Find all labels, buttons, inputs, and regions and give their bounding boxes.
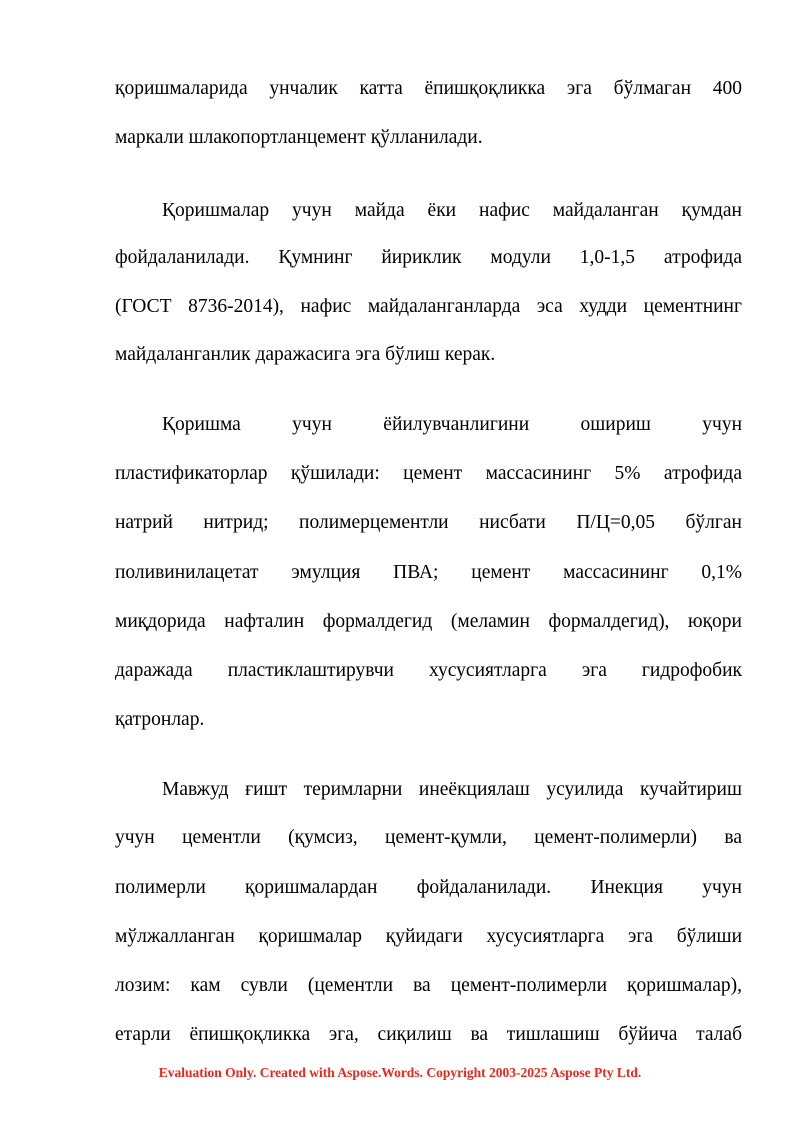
evaluation-watermark: Evaluation Only. Created with Aspose.Words. Copyright 2003-2025 Aspose Pty Ltd. [158,1065,642,1080]
paragraph-4-line-3: полимерли қоришмалардан фойдаланилади. Инекция учун [115,877,742,898]
paragraph-1-line-2: маркали шлакопортланцемент қўлланилади. [115,127,483,148]
paragraph-3-line-7: қатронлар. [115,709,205,730]
paragraph-3-line-2: пластификаторлар қўшилади: цемент массасининг 5% атрофида [115,463,742,484]
paragraph-3-line-4: поливинилацетат эмулция ПВА; цемент массасининг 0,1% [115,562,742,583]
paragraph-3-line-5: миқдорида нафталин формалдегид (меламин формалдегид), юқори [115,611,742,632]
paragraph-4-line-2: учун цементли (қумсиз, цемент-қумли, цемент-полимерли) ва [115,827,742,848]
paragraph-2-line-3: (ГОСТ 8736-2014), нафис майдаланганларда эса худди цементнинг [115,296,742,317]
paragraph-4-line-6: етарли ёпишқоқликка эга, сиқилиш ва тишлашиш бўйича талаб [115,1024,742,1045]
paragraph-1-line-1: қоришмаларида унчалик катта ёпишқоқликка эга бўлмаган 400 [115,78,742,99]
paragraph-2-line-2: фойдаланилади. Қумнинг йириклик модули 1,0-1,5 атрофида [115,247,742,268]
paragraph-4-line-1: Мавжуд ғишт теримларни инеёкциялаш усуилида кучайтириш [162,779,742,800]
paragraph-4-line-4: мўлжалланган қоришмалар қуйидаги хусусиятларга эга бўлиши [115,926,742,947]
paragraph-3-line-6: даражада пластиклаштирувчи хусусиятларга эга гидрофобик [115,660,742,681]
paragraph-2-line-1: Қоришмалар учун майда ёки нафис майдаланган қумдан [162,200,742,221]
paragraph-3-line-1: Қоришма учун ёйилувчанлигини ошириш учун [162,414,742,435]
paragraph-4-line-5: лозим: кам сувли (цементли ва цемент-полимерли қоришмалар), [115,975,742,996]
paragraph-3-line-3: натрий нитрид; полимерцементли нисбати П/Ц=0,05 бўлган [115,512,742,533]
paragraph-2-line-4: майдаланганлик даражасига эга бўлиш керак. [115,344,496,365]
